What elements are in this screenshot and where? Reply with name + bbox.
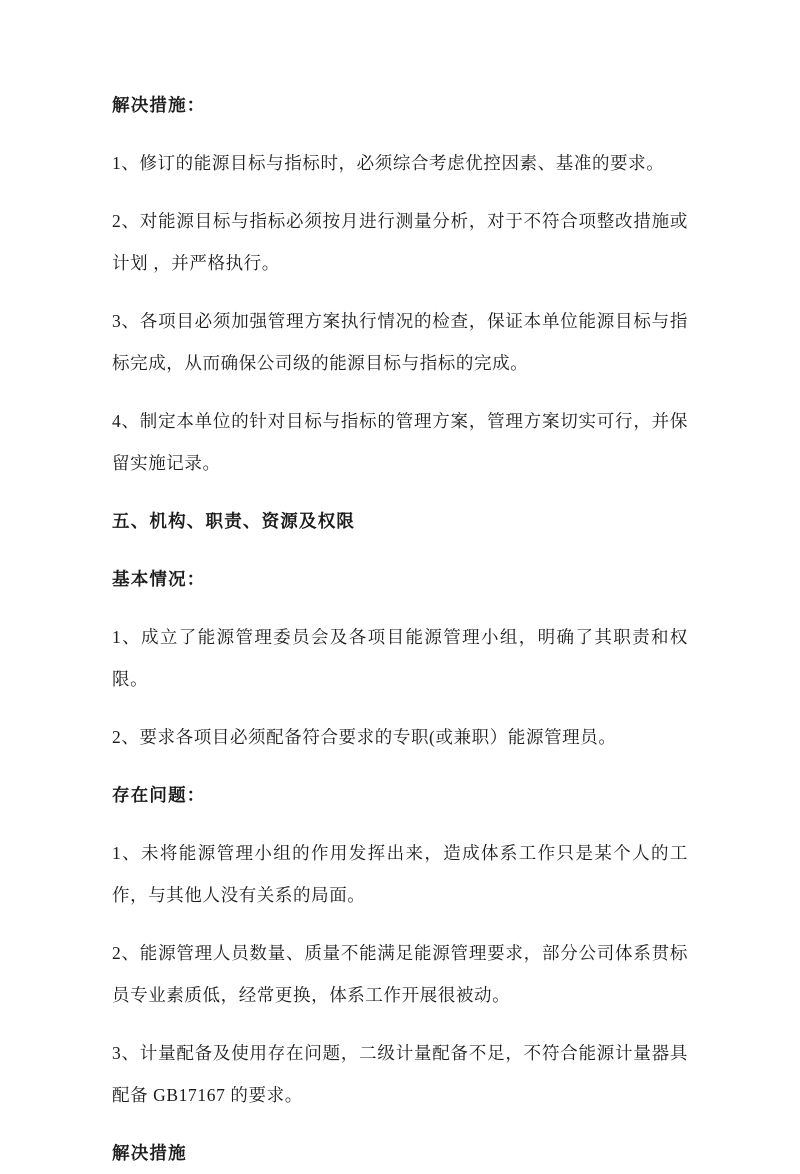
paragraph-solution-heading-2: 解决措施: [112, 1143, 187, 1163]
paragraph-problem-item-3: 3、计量配备及使用存在问题，二级计量配备不足，不符合能源计量器具配备 GB17167 的要求。: [112, 1043, 688, 1105]
paragraph-basic-situation-item-1: 1、成立了能源管理委员会及各项目能源管理小组，明确了其职责和权限。: [112, 627, 688, 689]
paragraph-basic-situation-item-2: 2、要求各项目必须配备符合要求的专职(或兼职）能源管理员。: [112, 727, 617, 747]
paragraph-problem-item-1: 1、未将能源管理小组的作用发挥出来，造成体系工作只是某个人的工作，与其他人没有关系的局面。: [112, 843, 688, 905]
paragraph-basic-situation-heading: 基本情况：: [112, 569, 206, 589]
paragraph-solution-item-2: 2、对能源目标与指标必须按月进行测量分析，对于不符合项整改措施或计划 ，并严格执行。: [112, 211, 688, 273]
paragraph-problem-item-2: 2、能源管理人员数量、质量不能满足能源管理要求，部分公司体系贯标员专业素质低，经常更换，体系工作开展很被动。: [112, 943, 688, 1005]
document-body: [112, 84, 688, 1174]
paragraph-solution-item-4: 4、制定本单位的针对目标与指标的管理方案，管理方案切实可行，并保留实施记录。: [112, 411, 688, 473]
paragraph-existing-problems-heading: 存在问题：: [112, 785, 206, 805]
paragraph-solution-item-1: 1、修订的能源目标与指标时，必须综合考虑优控因素、基准的要求。: [112, 153, 665, 173]
section-heading-five: 五、机构、职责、资源及权限: [112, 511, 356, 531]
paragraph-solution-item-3: 3、各项目必须加强管理方案执行情况的检查，保证本单位能源目标与指标完成，从而确保公司级的能源目标与指标的完成。: [112, 311, 688, 373]
paragraph-solution-heading-1: 解决措施：: [112, 95, 206, 115]
